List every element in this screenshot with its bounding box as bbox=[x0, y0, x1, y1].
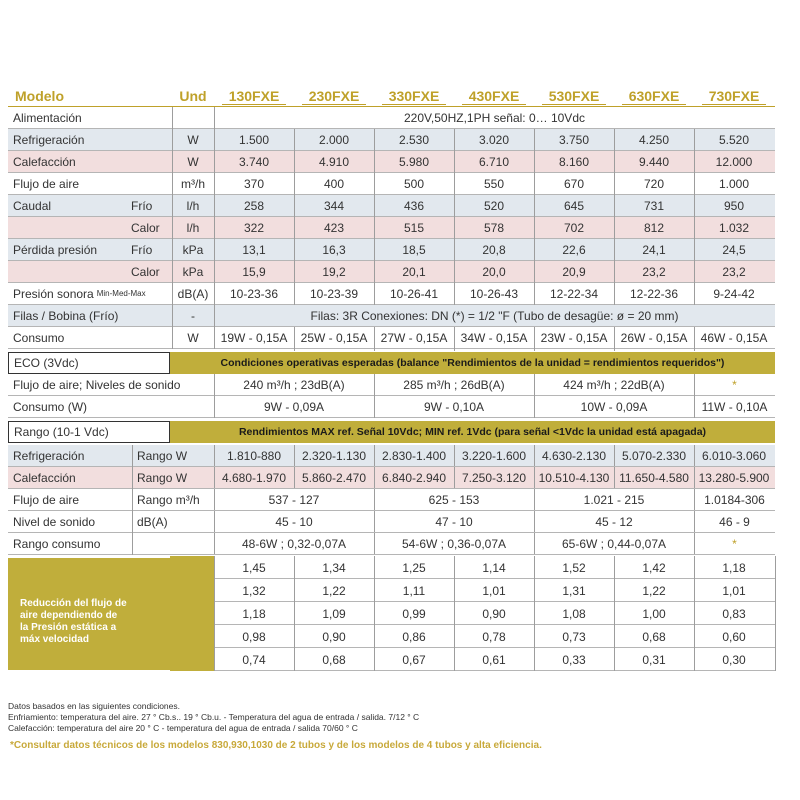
column-divider bbox=[374, 327, 375, 351]
eco-label: ECO (3Vdc) bbox=[8, 352, 170, 374]
column-divider bbox=[214, 467, 215, 489]
cell-perdida-calor-1: 19,2 bbox=[322, 265, 346, 279]
cell-consumo-2: 27W - 0,15A bbox=[380, 331, 448, 345]
reduccion-3-2: 0,86 bbox=[402, 629, 426, 644]
eco-consumo-label: Consumo (W) bbox=[13, 400, 88, 414]
reduccion-4-6: 0,30 bbox=[722, 652, 746, 667]
column-divider bbox=[374, 489, 375, 511]
rango-label: Rango (10-1 Vdc) bbox=[8, 421, 170, 443]
column-divider bbox=[374, 556, 375, 671]
cell-refrigeracion-5: 4.250 bbox=[638, 133, 670, 147]
footnote-line-1: Datos basados en las siguientes condiciones. bbox=[8, 701, 180, 711]
footnote-note: *Consultar datos técnicos de los modelos 830,930,1030 de 2 tubos y de los modelos de 4 tubos y alta eficiencia. bbox=[10, 740, 542, 751]
rango-refrigeracion-4: 4.630-2.130 bbox=[541, 449, 607, 463]
cell-caudal-frio-3: 520 bbox=[483, 199, 505, 213]
row-unit-flujo: m³/h bbox=[181, 177, 205, 191]
reduccion-0-3: 1,14 bbox=[482, 560, 506, 575]
cell-caudal-frio-4: 645 bbox=[563, 199, 585, 213]
cell-perdida-frio-4: 22,6 bbox=[562, 243, 586, 257]
row-unit-perdida-calor: kPa bbox=[182, 265, 204, 279]
cell-caudal-frio-2: 436 bbox=[403, 199, 425, 213]
rango-sonido-group-0: 45 - 10 bbox=[275, 515, 313, 529]
row-label-perdida-calor bbox=[8, 261, 126, 283]
header-underline bbox=[382, 104, 446, 105]
column-divider bbox=[374, 374, 375, 418]
header-underline bbox=[622, 104, 686, 105]
eco-consumo-group-3: 11W - 0,10A bbox=[701, 400, 768, 414]
reduccion-1-6: 1,01 bbox=[722, 583, 746, 598]
row-unit-filas: - bbox=[191, 309, 195, 323]
column-divider bbox=[374, 129, 375, 305]
row-unit-calefaccion: W bbox=[187, 155, 199, 169]
cell-caudal-frio-1: 344 bbox=[323, 199, 345, 213]
reduccion-1-0: 1,32 bbox=[242, 583, 266, 598]
rango-sonido-label: Nivel de sonido bbox=[13, 515, 96, 529]
column-divider bbox=[694, 445, 695, 467]
cell-refrigeracion-4: 3.750 bbox=[558, 133, 590, 147]
cell-perdida-frio-0: 13,1 bbox=[242, 243, 266, 257]
column-divider bbox=[534, 327, 535, 351]
reduccion-2-6: 0,83 bbox=[722, 606, 746, 621]
cell-presion-sonora-3: 10-26-43 bbox=[469, 287, 519, 301]
column-divider bbox=[694, 533, 695, 555]
cell-caudal-calor-5: 812 bbox=[643, 221, 665, 235]
column-divider bbox=[454, 467, 455, 489]
row-divider bbox=[8, 348, 775, 349]
eco-banner: Condiciones operativas esperadas (balance "Rendimientos de la unidad = rendimientos requeridos") bbox=[220, 356, 725, 369]
cell-presion-sonora-0: 10-23-36 bbox=[229, 287, 279, 301]
rango-calefaccion-3: 7.250-3.120 bbox=[461, 471, 527, 485]
cell-presion-sonora-4: 12-22-34 bbox=[549, 287, 599, 301]
row-sub-perdida-frio: Frío bbox=[131, 243, 153, 257]
rango-flujo-group-1: 625 - 153 bbox=[428, 493, 480, 507]
reduccion-1-4: 1,31 bbox=[562, 583, 586, 598]
reduccion-0-4: 1,52 bbox=[562, 560, 586, 575]
column-divider bbox=[374, 533, 375, 555]
reduccion-0-2: 1,25 bbox=[402, 560, 426, 575]
cell-calefaccion-0: 3.740 bbox=[238, 155, 270, 169]
header-model-130FXE: 130FXE bbox=[228, 88, 280, 104]
row-sub-perdida-calor: Calor bbox=[131, 265, 160, 279]
reduccion-4-0: 0,74 bbox=[242, 652, 266, 667]
column-divider bbox=[694, 467, 695, 489]
reduccion-2-3: 0,90 bbox=[482, 606, 506, 621]
rango-flujo-unit: Rango m³/h bbox=[137, 493, 200, 507]
cell-flujo-2: 500 bbox=[403, 177, 425, 191]
column-divider bbox=[294, 129, 295, 305]
cell-consumo-1: 25W - 0,15A bbox=[300, 331, 368, 345]
rango-calefaccion-0: 4.680-1.970 bbox=[221, 471, 287, 485]
cell-calefaccion-6: 12.000 bbox=[715, 155, 753, 169]
column-divider bbox=[294, 467, 295, 489]
header-model-330FXE: 330FXE bbox=[388, 88, 440, 104]
row-label-perdida-frio: Pérdida presión bbox=[13, 243, 98, 257]
header-model-430FXE: 430FXE bbox=[468, 88, 520, 104]
header-model-730FXE: 730FXE bbox=[708, 88, 760, 104]
row-unit-alimentacion bbox=[172, 107, 214, 129]
rango-refrigeracion-0: 1.810-880 bbox=[226, 449, 282, 463]
column-divider bbox=[534, 511, 535, 533]
reduccion-4-5: 0,31 bbox=[642, 652, 666, 667]
rango-refrigeracion-2: 2.830-1.400 bbox=[381, 449, 447, 463]
reduccion-1-2: 1,11 bbox=[402, 583, 426, 598]
cell-perdida-calor-5: 23,2 bbox=[642, 265, 666, 279]
cell-consumo-3: 34W - 0,15A bbox=[460, 331, 528, 345]
cell-perdida-frio-2: 18,5 bbox=[402, 243, 426, 257]
rango-sonido-group-3: 46 - 9 bbox=[719, 515, 750, 529]
header-modelo: Modelo bbox=[15, 88, 64, 104]
cell-caudal-calor-1: 423 bbox=[323, 221, 345, 235]
eco-consumo-group-0: 9W - 0,09A bbox=[263, 400, 325, 414]
column-divider bbox=[614, 327, 615, 351]
cell-caudal-calor-3: 578 bbox=[483, 221, 505, 235]
rango-flujo-group-0: 537 - 127 bbox=[268, 493, 320, 507]
column-divider bbox=[294, 445, 295, 467]
column-divider bbox=[775, 556, 776, 671]
column-divider bbox=[534, 374, 535, 418]
column-divider bbox=[214, 445, 215, 467]
reduccion-4-1: 0,68 bbox=[322, 652, 346, 667]
rango-consumo-group-0: 48-6W ; 0,32-0,07A bbox=[241, 537, 347, 551]
cell-consumo-5: 26W - 0,15A bbox=[620, 331, 688, 345]
column-divider bbox=[694, 556, 695, 671]
reduccion-2-4: 1,08 bbox=[562, 606, 586, 621]
reduccion-4-4: 0,33 bbox=[562, 652, 586, 667]
cell-refrigeracion-0: 1.500 bbox=[238, 133, 270, 147]
header-model-530FXE: 530FXE bbox=[548, 88, 600, 104]
row-label-small: Min-Med-Max bbox=[96, 289, 146, 298]
column-divider bbox=[214, 533, 215, 555]
cell-flujo-0: 370 bbox=[243, 177, 265, 191]
cell-calefaccion-1: 4.910 bbox=[318, 155, 350, 169]
row-sub-caudal-calor: Calor bbox=[131, 221, 160, 235]
cell-calefaccion-4: 8.160 bbox=[558, 155, 590, 169]
column-divider bbox=[172, 107, 173, 349]
column-divider bbox=[374, 467, 375, 489]
reduccion-0-5: 1,42 bbox=[642, 560, 666, 575]
cell-presion-sonora-1: 10-23-39 bbox=[309, 287, 359, 301]
cell-refrigeracion-2: 2.530 bbox=[398, 133, 430, 147]
column-divider bbox=[214, 511, 215, 533]
column-divider bbox=[614, 129, 615, 305]
column-divider bbox=[214, 489, 215, 511]
column-divider bbox=[614, 556, 615, 671]
reduccion-3-5: 0,68 bbox=[642, 629, 666, 644]
reduccion-3-4: 0,73 bbox=[562, 629, 586, 644]
header-underline bbox=[302, 104, 366, 105]
header-underline bbox=[462, 104, 526, 105]
reduccion-4-3: 0,61 bbox=[482, 652, 506, 667]
rango-banner: Rendimientos MAX ref. Señal 10Vdc; MIN ref. 1Vdc (para señal <1Vdc la unidad está apagada) bbox=[238, 425, 707, 438]
column-divider bbox=[614, 445, 615, 467]
rango-calefaccion-1: 5.860-2.470 bbox=[301, 471, 367, 485]
reduccion-3-3: 0,78 bbox=[482, 629, 506, 644]
reduccion-note: Reducción del flujo de aire dependiendo de la Presión estática a máx velocidad bbox=[20, 598, 127, 645]
column-divider bbox=[132, 445, 133, 555]
rango-refrigeracion-unit: Rango W bbox=[137, 449, 188, 463]
reduccion-1-1: 1,22 bbox=[322, 583, 346, 598]
rango-consumo-group-2: 65-6W ; 0,44-0,07A bbox=[561, 537, 667, 551]
column-divider bbox=[454, 445, 455, 467]
cell-calefaccion-2: 5.980 bbox=[398, 155, 430, 169]
eco-flujo-label: Flujo de aire; Niveles de sonido bbox=[13, 378, 181, 392]
cell-flujo-6: 1.000 bbox=[718, 177, 750, 191]
eco-consumo-group-1: 9W - 0,10A bbox=[423, 400, 485, 414]
cell-presion-sonora-6: 9-24-42 bbox=[713, 287, 755, 301]
cell-perdida-calor-3: 20,0 bbox=[482, 265, 506, 279]
row-span-filas: Filas: 3R Conexiones: DN (*) = 1/2 "F (Tubo de desagüe: ø = 20 mm) bbox=[310, 309, 679, 323]
row-unit-consumo: W bbox=[187, 331, 199, 345]
cell-flujo-3: 550 bbox=[483, 177, 505, 191]
cell-caudal-calor-2: 515 bbox=[403, 221, 425, 235]
reduccion-3-1: 0,90 bbox=[322, 629, 346, 644]
header-underline bbox=[222, 104, 286, 105]
column-divider bbox=[534, 129, 535, 305]
cell-refrigeracion-1: 2.000 bbox=[318, 133, 350, 147]
header-underline bbox=[702, 104, 766, 105]
row-divider bbox=[214, 670, 775, 671]
cell-perdida-calor-6: 23,2 bbox=[722, 265, 746, 279]
footnote-line-3: Calefacción: temperatura del aire 20 ° C - temperatura del agua de entrada / salida 70/60 ° C bbox=[8, 723, 358, 733]
rango-flujo-label: Flujo de aire bbox=[13, 493, 80, 507]
cell-consumo-4: 23W - 0,15A bbox=[540, 331, 608, 345]
cell-calefaccion-5: 9.440 bbox=[638, 155, 670, 169]
cell-caudal-calor-0: 322 bbox=[243, 221, 265, 235]
cell-perdida-calor-4: 20,9 bbox=[562, 265, 586, 279]
eco-flujo-group-3: * bbox=[732, 378, 737, 392]
rango-calefaccion-unit: Rango W bbox=[137, 471, 188, 485]
row-label-calefaccion: Calefacción bbox=[13, 155, 76, 169]
rango-calefaccion-label: Calefacción bbox=[13, 471, 76, 485]
column-divider bbox=[214, 556, 215, 671]
cell-perdida-frio-1: 16,3 bbox=[322, 243, 346, 257]
rango-refrigeracion-3: 3.220-1.600 bbox=[461, 449, 527, 463]
rango-sonido-group-2: 45 - 12 bbox=[595, 515, 633, 529]
cell-caudal-frio-0: 258 bbox=[243, 199, 265, 213]
reduccion-0-0: 1,45 bbox=[242, 560, 266, 575]
column-divider bbox=[694, 489, 695, 511]
column-divider bbox=[294, 327, 295, 351]
rango-calefaccion-6: 13.280-5.900 bbox=[698, 471, 770, 485]
column-divider bbox=[214, 107, 215, 349]
header-model-230FXE: 230FXE bbox=[308, 88, 360, 104]
eco-flujo-group-1: 285 m³/h ; 26dB(A) bbox=[403, 378, 505, 392]
reduccion-3-6: 0,60 bbox=[722, 629, 746, 644]
reduccion-1-3: 1,01 bbox=[482, 583, 506, 598]
column-divider bbox=[694, 129, 695, 305]
cell-presion-sonora-5: 12-22-36 bbox=[629, 287, 679, 301]
rango-refrigeracion-5: 5.070-2.330 bbox=[621, 449, 687, 463]
cell-flujo-1: 400 bbox=[323, 177, 345, 191]
eco-flujo-group-0: 240 m³/h ; 23dB(A) bbox=[243, 378, 345, 392]
reduccion-4-2: 0,67 bbox=[402, 652, 426, 667]
reduccion-3-0: 0,98 bbox=[242, 629, 266, 644]
row-unit-refrigeracion: W bbox=[187, 133, 199, 147]
row-label-flujo: Flujo de aire bbox=[13, 177, 80, 191]
cell-presion-sonora-2: 10-26-41 bbox=[389, 287, 439, 301]
rango-consumo-label: Rango consumo bbox=[13, 537, 101, 551]
column-divider bbox=[534, 556, 535, 671]
rango-flujo-group-2: 1.021 - 215 bbox=[583, 493, 645, 507]
rango-calefaccion-4: 10.510-4.130 bbox=[538, 471, 610, 485]
reduccion-2-0: 1,18 bbox=[242, 606, 266, 621]
cell-perdida-calor-0: 15,9 bbox=[242, 265, 266, 279]
rango-refrigeracion-label: Refrigeración bbox=[13, 449, 85, 463]
cell-flujo-4: 670 bbox=[563, 177, 585, 191]
column-divider bbox=[694, 374, 695, 418]
column-divider bbox=[534, 489, 535, 511]
row-unit-caudal-frio: l/h bbox=[186, 199, 200, 213]
rango-refrigeracion-6: 6.010-3.060 bbox=[701, 449, 767, 463]
cell-calefaccion-3: 6.710 bbox=[478, 155, 510, 169]
eco-consumo-group-2: 10W - 0,09A bbox=[580, 400, 648, 414]
reduccion-2-1: 1,09 bbox=[322, 606, 346, 621]
column-divider bbox=[454, 327, 455, 351]
rango-calefaccion-5: 11.650-4.580 bbox=[619, 471, 689, 485]
rango-flujo-group-3: 1.0184-306 bbox=[704, 493, 765, 507]
column-divider bbox=[534, 467, 535, 489]
cell-caudal-calor-4: 702 bbox=[563, 221, 585, 235]
column-divider bbox=[454, 556, 455, 671]
column-divider bbox=[614, 467, 615, 489]
row-label-consumo: Consumo bbox=[13, 331, 65, 345]
column-divider bbox=[534, 445, 535, 467]
cell-flujo-5: 720 bbox=[643, 177, 665, 191]
column-divider bbox=[454, 129, 455, 305]
column-divider bbox=[694, 511, 695, 533]
row-unit-perdida-frio: kPa bbox=[182, 243, 204, 257]
row-label-filas: Filas / Bobina (Frío) bbox=[13, 309, 119, 323]
cell-consumo-6: 46W - 0,15A bbox=[700, 331, 768, 345]
cell-refrigeracion-6: 5.520 bbox=[718, 133, 750, 147]
rango-calefaccion-2: 6.840-2.940 bbox=[381, 471, 447, 485]
column-divider bbox=[374, 511, 375, 533]
rango-refrigeracion-1: 2.320-1.130 bbox=[301, 449, 367, 463]
cell-caudal-calor-6: 1.032 bbox=[718, 221, 750, 235]
header-model-630FXE: 630FXE bbox=[628, 88, 680, 104]
rango-sonido-group-1: 47 - 10 bbox=[435, 515, 473, 529]
row-label-presion-sonora: Presión sonora Min-Med-Max bbox=[13, 287, 146, 301]
cell-consumo-0: 19W - 0,15A bbox=[220, 331, 288, 345]
cell-caudal-frio-6: 950 bbox=[723, 199, 745, 213]
column-divider bbox=[694, 327, 695, 351]
column-divider bbox=[534, 533, 535, 555]
rango-consumo-group-3: * bbox=[732, 537, 737, 551]
cell-perdida-frio-6: 24,5 bbox=[722, 243, 746, 257]
row-label-caudal-calor bbox=[8, 217, 126, 239]
rango-consumo-group-1: 54-6W ; 0,36-0,07A bbox=[401, 537, 507, 551]
reduccion-0-1: 1,34 bbox=[322, 560, 346, 575]
row-divider bbox=[8, 417, 775, 418]
reduccion-2-2: 0,99 bbox=[402, 606, 426, 621]
reduccion-2-5: 1,00 bbox=[642, 606, 666, 621]
header-underline bbox=[542, 104, 606, 105]
row-span-alimentacion: 220V,50HZ,1PH señal: 0… 10Vdc bbox=[403, 111, 585, 125]
column-divider bbox=[294, 556, 295, 671]
cell-perdida-frio-3: 20,8 bbox=[482, 243, 506, 257]
cell-refrigeracion-3: 3.020 bbox=[478, 133, 510, 147]
rango-sonido-unit: dB(A) bbox=[137, 515, 168, 529]
reduccion-0-6: 1,18 bbox=[722, 560, 746, 575]
row-divider bbox=[8, 554, 775, 555]
column-divider bbox=[374, 445, 375, 467]
row-unit-caudal-calor: l/h bbox=[186, 221, 200, 235]
footnote-line-2: Enfriamiento: temperatura del aire. 27 ° Cb.s.. 19 ° Cb.u. - Temperatura del agua de entrada / salida. 7/12 ° C bbox=[8, 712, 420, 722]
cell-perdida-frio-5: 24,1 bbox=[642, 243, 666, 257]
row-sub-caudal-frio: Frío bbox=[131, 199, 153, 213]
rango-consumo-unit bbox=[132, 533, 214, 555]
column-divider bbox=[214, 374, 215, 418]
header-und: Und bbox=[179, 88, 207, 104]
cell-caudal-frio-5: 731 bbox=[643, 199, 665, 213]
row-label-alimentacion: Alimentación bbox=[13, 111, 82, 125]
row-label-caudal-frio: Caudal bbox=[13, 199, 52, 213]
row-unit-presion-sonora: dB(A) bbox=[177, 287, 209, 301]
cell-perdida-calor-2: 20,1 bbox=[402, 265, 426, 279]
reduccion-1-5: 1,22 bbox=[642, 583, 666, 598]
row-label-refrigeracion: Refrigeración bbox=[13, 133, 85, 147]
eco-flujo-group-2: 424 m³/h ; 22dB(A) bbox=[563, 378, 665, 392]
